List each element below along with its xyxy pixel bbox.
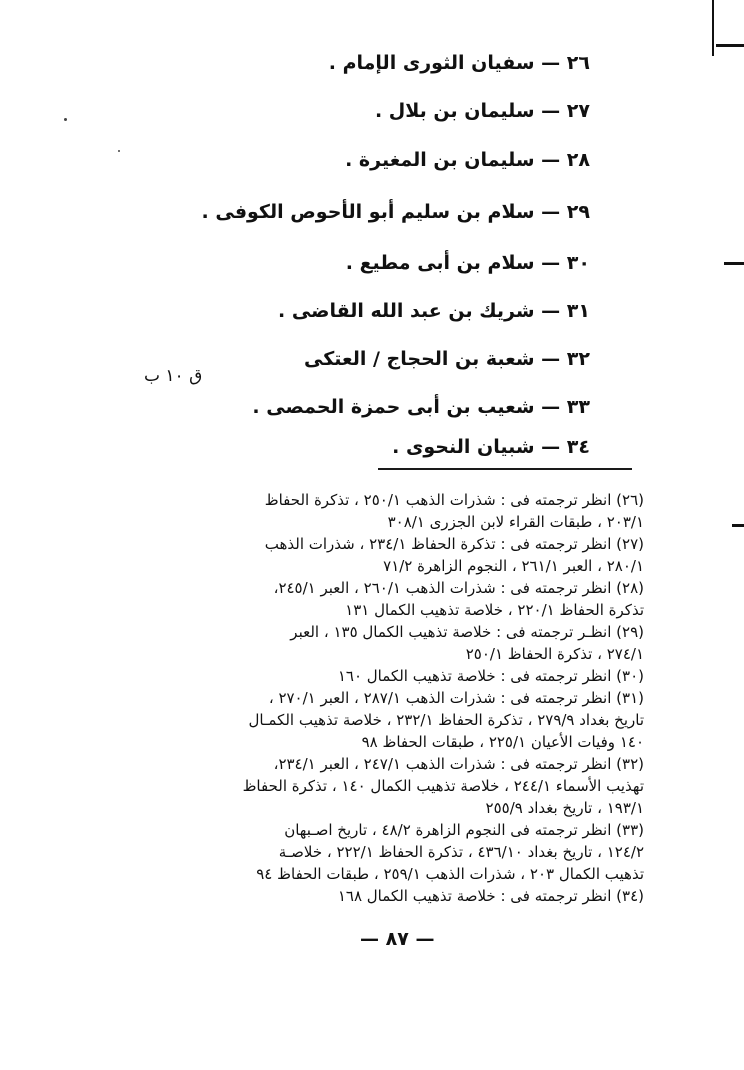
footnote-line: (٣٤) انظر ترجمته فى : خلاصة تذهيب الكمال ١٦٨ <box>337 887 644 905</box>
footnote-line: (٢٨) انظر ترجمته فى : شذرات الذهب ٢٦٠/١ ، العبر ٢٤٥/١، <box>273 579 644 597</box>
entry-29: ٢٩ — سلام بن سليم أبو الأحوص الكوفى . <box>201 201 590 223</box>
footnote-line: ١٩٣/١ ، تاريخ بغداد ٢٥٥/٩ <box>485 799 644 817</box>
scan-speck <box>64 118 67 121</box>
entry-34: ٣٤ — شبيان النحوى . <box>392 436 590 458</box>
footnote-line: ١٢٤/٢ ، تاريخ بغداد ٤٣٦/١٠ ، تذكرة الحفاظ ٢٢٢/١ ، خلاصـة <box>278 843 644 861</box>
footnote-separator <box>378 468 632 470</box>
footnote-line: ٢٨٠/١ ، العبر ٢٦١/١ ، النجوم الزاهرة ٧١/٢ <box>383 557 644 575</box>
page-number: — ٨٧ — <box>360 928 435 950</box>
footnote-line: ٢٠٣/١ ، طبقات القراء لابن الجزرى ٣٠٨/١ <box>387 513 644 531</box>
footnote-line: (٢٦) انظر ترجمته فى : شذرات الذهب ٢٥٠/١ ، تذكرة الحفاظ <box>264 491 644 509</box>
entry-27: ٢٧ — سليمان بن بلال . <box>374 100 590 122</box>
entry-26: ٢٦ — سفيان الثورى الإمام . <box>328 52 590 74</box>
footnote-line: تذهيب الكمال ٢٠٣ ، شذرات الذهب ٢٥٩/١ ، طبقات الحفاظ ٩٤ <box>256 865 644 883</box>
entry-30: ٣٠ — سلام بن أبى مطيع . <box>345 252 590 274</box>
footnote-line: تاريخ بغداد ٢٧٩/٩ ، تذكرة الحفاظ ٢٣٢/١ ، خلاصة تذهيب الكمـال <box>248 711 644 729</box>
scan-edge-mark <box>716 44 744 47</box>
footnote-line: ٢٧٤/١ ، تذكرة الحفاظ ٢٥٠/١ <box>465 645 644 663</box>
entry-31: ٣١ — شريك بن عبد الله القاضى . <box>278 300 590 322</box>
footnote-line: (٢٩) انظـر ترجمته فى : خلاصة تذهيب الكمال ١٣٥ ، العبر <box>290 623 644 641</box>
footnote-line: (٣٣) انظر ترجمته فى النجوم الزاهرة ٤٨/٢ ، تاريخ اصـبهان <box>284 821 644 839</box>
entry-28: ٢٨ — سليمان بن المغيرة . <box>345 149 590 171</box>
footnote-line: (٢٧) انظر ترجمته فى : تذكرة الحفاظ ٢٣٤/١ ، شذرات الذهب <box>264 535 644 553</box>
footnote-line: (٣٢) انظر ترجمته فى : شذرات الذهب ٢٤٧/١ ، العبر ٢٣٤/١، <box>273 755 644 773</box>
entry-33: ٣٣ — شعيب بن أبى حمزة الحمصى . <box>252 396 590 418</box>
entry-32: ٣٢ — شعبة بن الحجاج / العتكى <box>303 348 590 370</box>
scan-edge-mark <box>724 262 744 265</box>
footnote-line: (٣٠) انظر ترجمته فى : خلاصة تذهيب الكمال ١٦٠ <box>337 667 644 685</box>
footnote-line: (٣١) انظر ترجمته فى : شذرات الذهب ٢٨٧/١ ، العبر ٢٧٠/١ ، <box>268 689 644 707</box>
footnote-line: ١٤٠ وفيات الأعيان ٢٢٥/١ ، طبقات الحفاظ ٩٨ <box>361 733 644 751</box>
manuscript-folio-note: ق ١٠ ب <box>144 366 203 386</box>
scan-edge-mark <box>732 524 744 527</box>
footnote-line: تذكرة الحفاظ ٢٢٠/١ ، خلاصة تذهيب الكمال ١٣١ <box>345 601 644 619</box>
footnote-line: تهذيب الأسماء ٢٤٤/١ ، خلاصة تذهيب الكمال ١٤٠ ، تذكرة الحفاظ <box>242 777 644 795</box>
scan-edge-mark <box>712 0 714 56</box>
scan-speck <box>118 150 120 152</box>
